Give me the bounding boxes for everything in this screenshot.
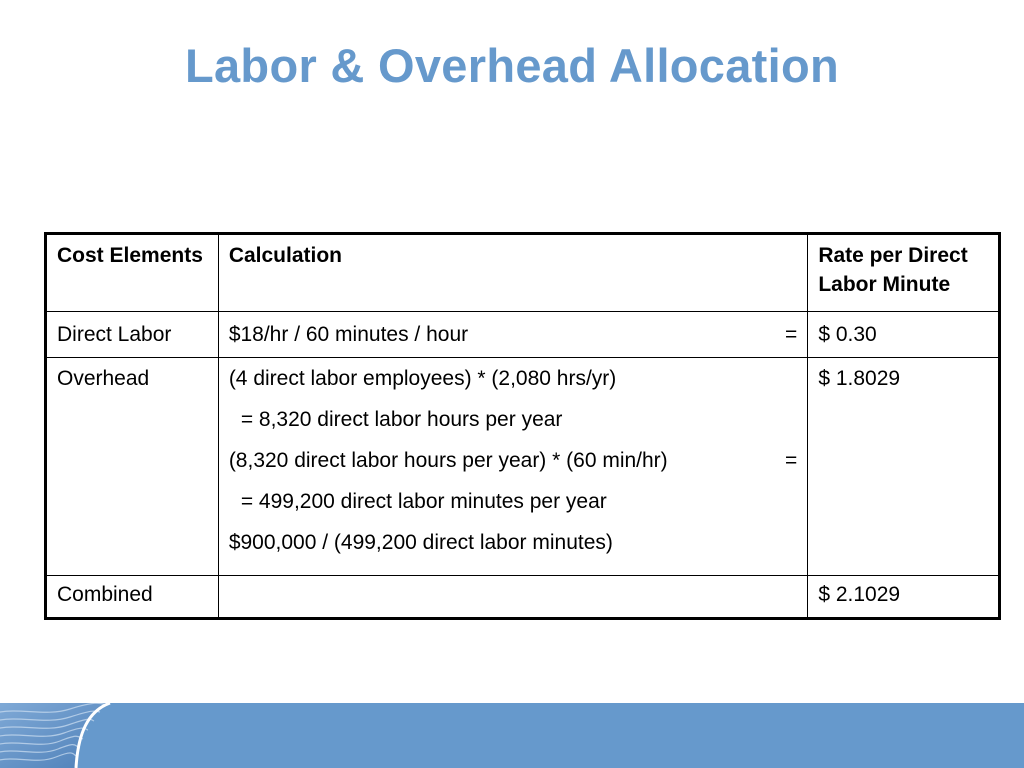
cost-allocation-table xyxy=(44,232,1001,620)
header-cost-elements: Cost Elements xyxy=(46,234,219,312)
overhead-equals: = xyxy=(785,449,798,472)
header-rate: Rate per Direct Labor Minute xyxy=(808,234,1000,312)
cell-overhead-calculation xyxy=(218,358,808,576)
cell-overhead-rate: $ 1.8029 xyxy=(808,358,1000,576)
cell-direct-labor-rate: $ 0.30 xyxy=(808,312,1000,358)
cell-overhead-element: Overhead xyxy=(46,358,219,576)
overhead-calc-line-3: (8,320 direct labor hours per year) * (60 min/hr) xyxy=(228,449,668,472)
footer-band xyxy=(0,703,1024,768)
cell-direct-labor-calculation xyxy=(218,312,808,358)
table-header-row xyxy=(46,234,1000,312)
overhead-calc-line-4: = 499,200 direct labor minutes per year xyxy=(240,490,607,513)
direct-labor-calculation-text: $18/hr / 60 minutes / hour xyxy=(228,323,469,346)
footer-wave-graphic xyxy=(0,703,130,768)
direct-labor-equals: = xyxy=(785,323,798,346)
table-row-direct-labor xyxy=(46,312,1000,358)
cell-combined-rate: $ 2.1029 xyxy=(808,576,1000,619)
overhead-calc-line-3-wrap xyxy=(229,446,798,475)
overhead-calc-line-5: $900,000 / (499,200 direct labor minutes) xyxy=(228,531,613,554)
header-calculation: Calculation xyxy=(218,234,808,312)
overhead-calc-line-1: (4 direct labor employees) * (2,080 hrs/yr) xyxy=(228,367,617,390)
cell-direct-labor-element: Direct Labor xyxy=(46,312,219,358)
table-row-overhead xyxy=(46,358,1000,576)
cell-combined-calculation xyxy=(218,576,808,619)
slide-title: Labor & Overhead Allocation xyxy=(184,39,840,92)
cell-combined-element: Combined xyxy=(46,576,219,619)
overhead-calc-line-2: = 8,320 direct labor hours per year xyxy=(240,408,563,431)
table-row-combined xyxy=(46,576,1000,619)
